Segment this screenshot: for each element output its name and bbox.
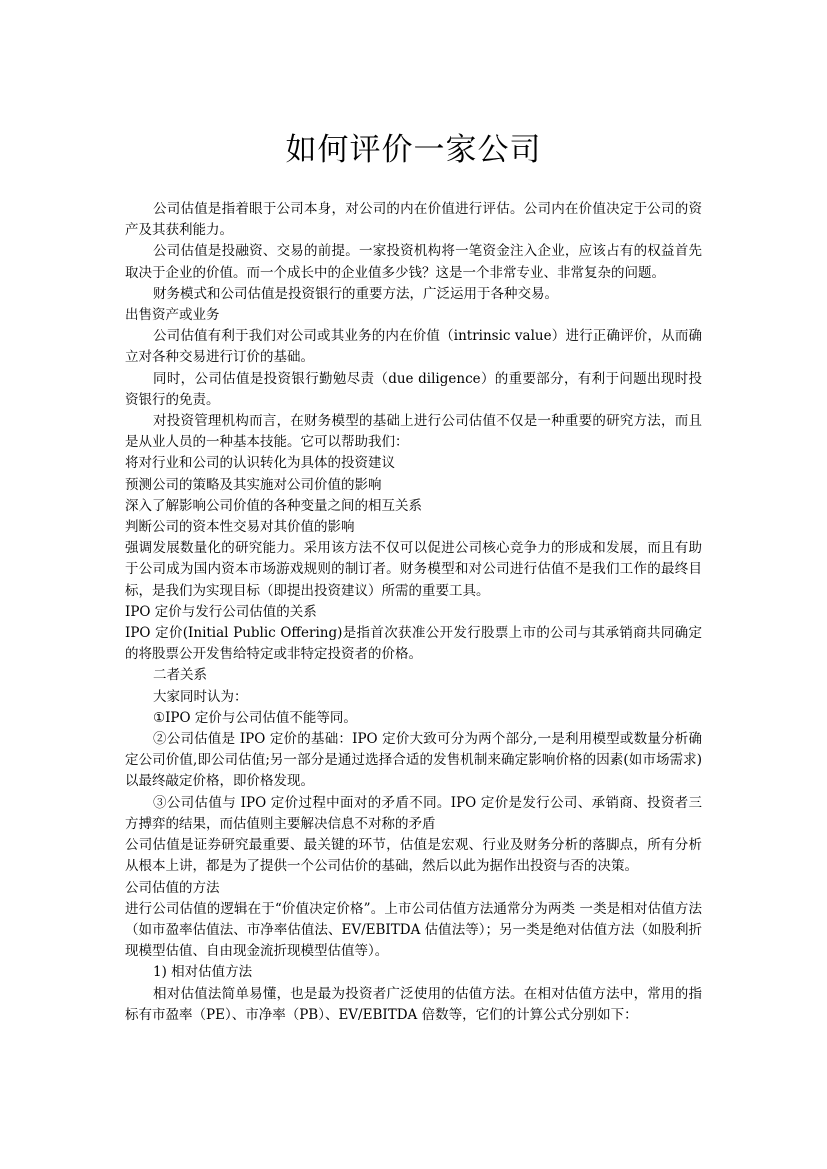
body-paragraph: 财务模式和公司估值是投资银行的重要方法，广泛运用于各种交易。	[153, 285, 558, 302]
body-paragraph: 大家同时认为：	[153, 688, 248, 705]
body-paragraph: 对投资管理机构而言，在财务模型的基础上进行公司估值不仅是一种重要的研究方法，而且是从业人员的一种基本技能。它可以帮助我们：	[125, 413, 702, 451]
body-paragraph: 进行公司估值的逻辑在于“价值决定价格”。上市公司估值方法通常分为两类 一类是相对估值方法（如市盈率估值法、市净率估值法、EV/EBITDA 估值法等）；另一类是绝对估值方法（如股利折现模型估值、自由现金流折现模型估值等）。	[125, 900, 702, 960]
body-paragraph: 预测公司的策略及其实施对公司价值的影响	[125, 476, 382, 493]
body-paragraph: 公司估值有利于我们对公司或其业务的内在价值（intrinsic value）进行正确评价，从而确立对各种交易进行订价的基础。	[125, 328, 702, 366]
body-paragraph: IPO 定价与发行公司估值的关系	[125, 603, 317, 620]
body-paragraph: 将对行业和公司的认识转化为具体的投资建议	[125, 455, 395, 472]
body-paragraph: 二者关系	[153, 667, 207, 684]
body-paragraph: 相对估值法简单易懂，也是最为投资者广泛使用的估值方法。在相对估值方法中，常用的指标有市盈率（PE）、市净率（PB）、EV/EBITDA 倍数等，它们的计算公式分别如下：	[125, 985, 702, 1023]
body-paragraph: ①IPO 定价与公司估值不能等同。	[153, 709, 357, 726]
body-paragraph: 公司估值的方法	[125, 879, 220, 896]
body-paragraph: ③公司估值与 IPO 定价过程中面对的矛盾不同。IPO 定价是发行公司、承销商、投资者三方搏弈的结果，而估值则主要解决信息不对称的矛盾	[125, 794, 702, 832]
body-paragraph: 公司估值是指着眼于公司本身，对公司的内在价值进行评估。公司内在价值决定于公司的资产及其获利能力。	[125, 201, 702, 239]
body-paragraph: IPO 定价(Initial Public Offering)是指首次获准公开发行股票上市的公司与其承销商共同确定的将股票公开发售给特定或非特定投资者的价格。	[125, 625, 702, 663]
body-paragraph: 强调发展数量化的研究能力。采用该方法不仅可以促进公司核心竞争力的形成和发展，而且有助于公司成为国内资本市场游戏规则的制订者。财务模型和对公司进行估值不是我们工作的最终目标，是我们为实现目标（即提出投资建议）所需的重要工具。	[125, 540, 702, 599]
body-paragraph: 深入了解影响公司价值的各种变量之间的相互关系	[125, 497, 422, 514]
body-paragraph: 同时，公司估值是投资银行勤勉尽责（due diligence）的重要部分，有利于问题出现时投资银行的免责。	[125, 370, 702, 408]
body-paragraph: 判断公司的资本性交易对其价值的影响	[125, 519, 355, 536]
body-paragraph: ②公司估值是 IPO 定价的基础：IPO 定价大致可分为两个部分,一是利用模型或数量分析确定公司价值,即公司估值;另一部分是通过选择合适的发售机制来确定影响价格的因素(如市场需求)以最终敲定价格，即价格发现。	[125, 731, 702, 790]
body-paragraph: 出售资产或业务	[125, 307, 220, 324]
document-title: 如何评价一家公司	[285, 132, 542, 168]
body-paragraph: 公司估值是投融资、交易的前提。一家投资机构将一笔资金注入企业，应该占有的权益首先取决于企业的价值。而一个成长中的企业值多少钱？这是一个非常专业、非常复杂的问题。	[125, 243, 702, 281]
body-paragraph: 1) 相对估值方法	[153, 964, 253, 981]
body-paragraph: 公司估值是证券研究最重要、最关键的环节，估值是宏观、行业及财务分析的落脚点，所有分析从根本上讲，都是为了提供一个公司估价的基础，然后以此为据作出投资与否的决策。	[125, 837, 702, 875]
document-body	[125, 199, 702, 1026]
